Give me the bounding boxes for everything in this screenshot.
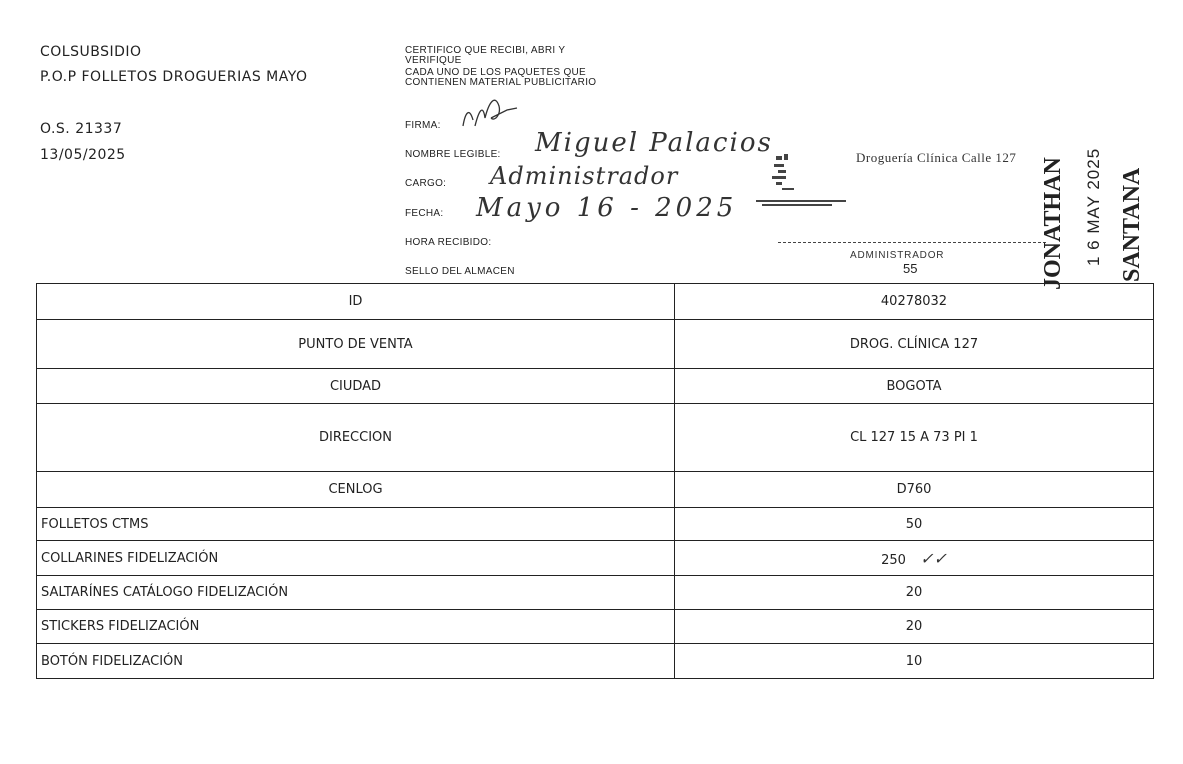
row-value: BOGOTA	[675, 369, 1154, 404]
sello-label: SELLO DEL ALMACEN	[405, 266, 515, 277]
table-row	[37, 644, 1154, 679]
nombre-label: NOMBRE LEGIBLE:	[405, 149, 501, 160]
certificate-text	[405, 44, 596, 89]
cargo-label: CARGO:	[405, 178, 447, 189]
hora-label: HORA RECIBIDO:	[405, 237, 492, 248]
cargo-handwritten: Administrador	[490, 162, 679, 190]
stamp-number: 55	[903, 261, 918, 276]
firma-label: FIRMA:	[405, 120, 441, 131]
row-value: 50	[675, 508, 1154, 541]
stamp-role: ADMINISTRADOR	[850, 250, 945, 261]
row-value	[675, 541, 1154, 576]
stamp-store-name: Droguería Clínica Calle 127	[856, 150, 1017, 165]
row-value: 20	[675, 576, 1154, 610]
stamp-first-name: JONATHAN	[1040, 157, 1066, 290]
table-row	[37, 576, 1154, 610]
stamp-date: 1 6 MAY 2025	[1084, 147, 1103, 266]
row-label: BOTÓN FIDELIZACIÓN	[37, 644, 675, 679]
row-value: 40278032	[675, 284, 1154, 320]
fecha-handwritten: Mayo 16 - 2025	[476, 193, 738, 223]
row-label: COLLARINES FIDELIZACIÓN	[37, 541, 675, 576]
order-number: O.S. 21337	[40, 121, 123, 137]
row-value: DROG. CLÍNICA 127	[675, 320, 1154, 369]
stamp-line	[778, 242, 1046, 243]
row-label: FOLLETOS CTMS	[37, 508, 675, 541]
cert-line-1: CERTIFICO QUE RECIBI, ABRI Y	[405, 45, 566, 56]
order-date: 13/05/2025	[40, 147, 126, 163]
store-stamp-logo	[752, 150, 862, 220]
table-row	[37, 320, 1154, 369]
row-label: ID	[37, 284, 675, 320]
header-line-2: P.O.P FOLLETOS DROGUERIAS MAYO	[40, 69, 308, 85]
row-label: CENLOG	[37, 472, 675, 508]
row-label: SALTARÍNES CATÁLOGO FIDELIZACIÓN	[37, 576, 675, 610]
row-value: 10	[675, 644, 1154, 679]
handwritten-check-mark: ✓✓	[920, 548, 947, 568]
table-row	[37, 404, 1154, 472]
table-row	[37, 472, 1154, 508]
cert-line-3: CADA UNO DE LOS PAQUETES QUE	[405, 67, 587, 78]
nombre-handwritten: Miguel Palacios	[535, 128, 773, 158]
row-value: CL 127 15 A 73 PI 1	[675, 404, 1154, 472]
fecha-label: FECHA:	[405, 208, 444, 219]
table-row	[37, 610, 1154, 644]
cert-line-4: CONTIENEN MATERIAL PUBLICITARIO	[405, 77, 597, 88]
row-label: PUNTO DE VENTA	[37, 320, 675, 369]
row-value-text: 250	[881, 552, 906, 568]
row-label: DIRECCION	[37, 404, 675, 472]
signature-mark	[455, 96, 525, 136]
row-label: STICKERS FIDELIZACIÓN	[37, 610, 675, 644]
table-row	[37, 284, 1154, 320]
row-label: CIUDAD	[37, 369, 675, 404]
row-value: 20	[675, 610, 1154, 644]
header-line-1: COLSUBSIDIO	[40, 44, 142, 60]
row-value: D760	[675, 472, 1154, 508]
table-row	[37, 508, 1154, 541]
cert-line-2: VERIFIQUE	[405, 55, 462, 66]
dispatch-table	[36, 283, 1154, 679]
stamp-last-name: SANTANA	[1119, 167, 1145, 282]
table-row	[37, 541, 1154, 576]
table-row	[37, 369, 1154, 404]
